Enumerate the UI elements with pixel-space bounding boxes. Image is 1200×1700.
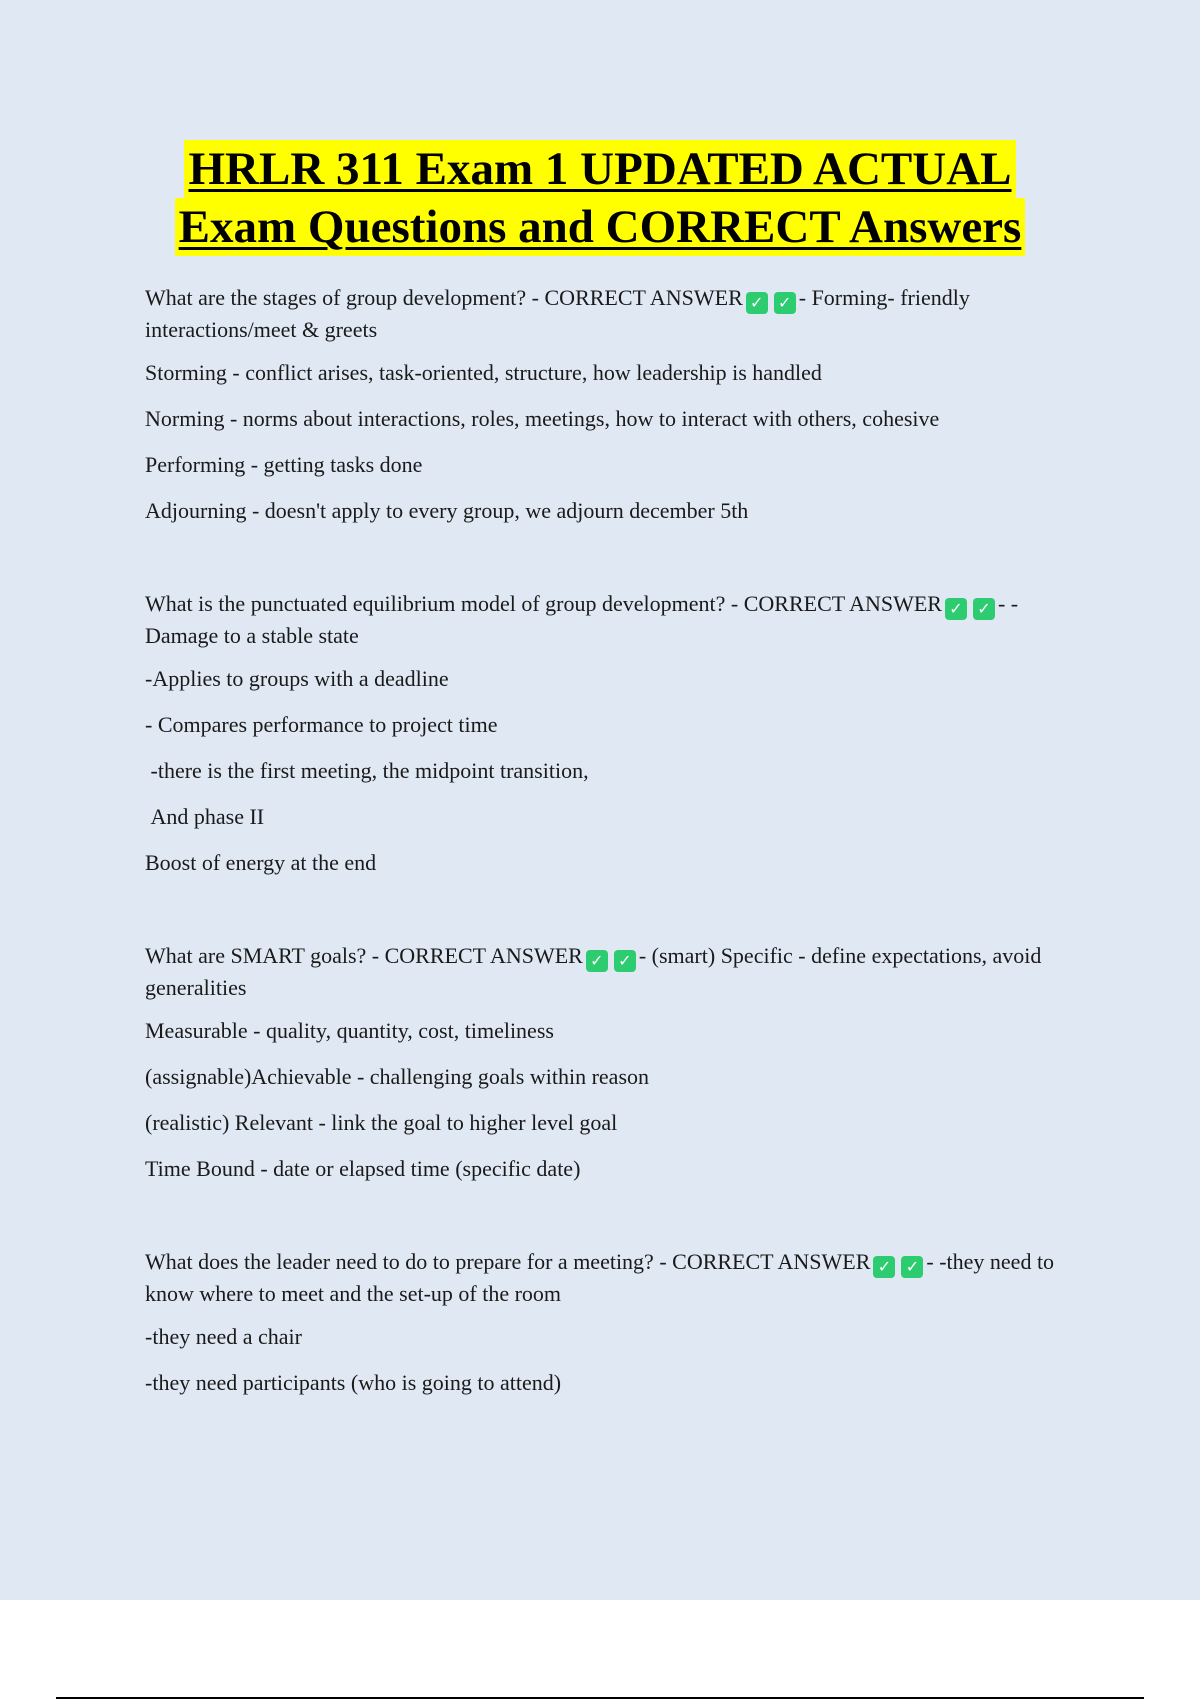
answer-text: - (smart) Specific - define expectations, avoid generalities <box>145 943 1042 1000</box>
answer-line: (assignable)Achievable - challenging goals within reason <box>145 1064 650 1089</box>
answer-line: And phase II <box>145 804 265 829</box>
question-text: What are the stages of group development? - CORRECT ANSWER <box>145 285 743 310</box>
check-icon: ✓ <box>973 598 995 620</box>
answer-text: - - Damage to a stable state <box>145 591 1019 648</box>
check-icon: ✓ <box>945 598 967 620</box>
question <box>145 940 1095 1004</box>
question-text: What is the punctuated equilibrium model of group development? - CORRECT ANSWER <box>145 591 942 616</box>
footer-divider <box>56 1697 1144 1699</box>
answer-line: -Applies to groups with a deadline <box>145 666 449 691</box>
title-line-1: HRLR 311 Exam 1 UPDATED ACTUAL <box>184 140 1015 198</box>
qa-item <box>145 1246 1095 1398</box>
answer-line: Performing - getting tasks done <box>145 452 423 477</box>
answer-line: Measurable - quality, quantity, cost, timeliness <box>145 1018 554 1043</box>
answer-text: - Forming- friendly interactions/meet & greets <box>145 285 970 342</box>
answer-line: Storming - conflict arises, task-oriented, structure, how leadership is handled <box>145 360 822 385</box>
title-line-2: Exam Questions and CORRECT Answers <box>175 198 1026 256</box>
question <box>145 1246 1095 1310</box>
qa-item <box>145 940 1095 1184</box>
answer-text: - -they need to know where to meet and the set-up of the room <box>145 1249 1055 1306</box>
check-icon: ✓ <box>873 1256 895 1278</box>
answer-line: -they need participants (who is going to attend) <box>145 1370 562 1395</box>
check-icon: ✓ <box>586 950 608 972</box>
check-icon: ✓ <box>614 950 636 972</box>
qa-item <box>145 588 1095 878</box>
question <box>145 588 1095 652</box>
check-icon: ✓ <box>746 292 768 314</box>
answer-line: Boost of energy at the end <box>145 850 377 875</box>
question <box>145 282 1095 346</box>
answer-line: (realistic) Relevant - link the goal to higher level goal <box>145 1110 618 1135</box>
question-text: What does the leader need to do to prepare for a meeting? - CORRECT ANSWER <box>145 1249 871 1274</box>
answer-line: - Compares performance to project time <box>145 712 498 737</box>
check-icon: ✓ <box>774 292 796 314</box>
check-icon: ✓ <box>901 1256 923 1278</box>
qa-item <box>145 282 1095 526</box>
document-title <box>0 140 1200 256</box>
answer-line: Norming - norms about interactions, roles, meetings, how to interact with others, cohesive <box>145 406 940 431</box>
question-text: What are SMART goals? - CORRECT ANSWER <box>145 943 583 968</box>
qa-content <box>145 282 1095 1414</box>
answer-line: -they need a chair <box>145 1324 302 1349</box>
answer-line: Adjourning - doesn't apply to every group, we adjourn december 5th <box>145 498 749 523</box>
answer-line: -there is the first meeting, the midpoint transition, <box>145 758 589 783</box>
answer-line: Time Bound - date or elapsed time (specific date) <box>145 1156 581 1181</box>
